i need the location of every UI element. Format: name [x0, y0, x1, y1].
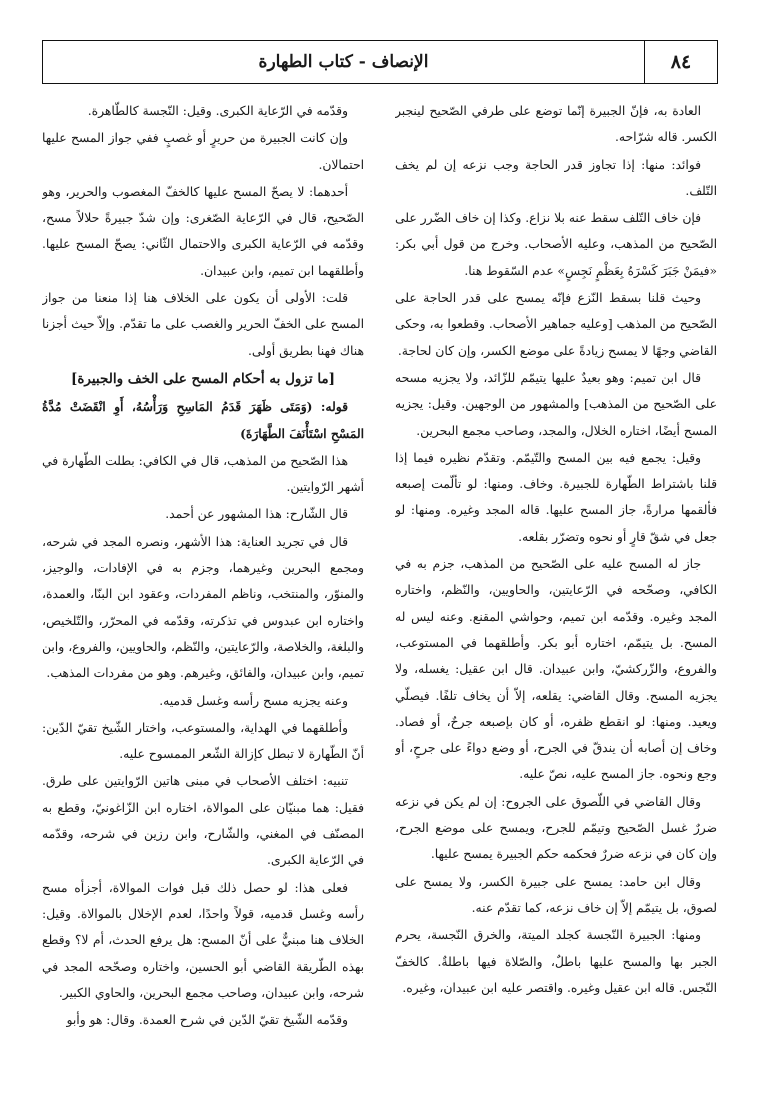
quoted-text: قوله: (وَمَتَى ظَهَرَ قَدَمُ المَاسِحِ وَرَأْسُهُ، أَوِ انْقَضَتْ مُدَّةُ المَسْحِ اسْتَأْنَفَ الطَّهَارَةَ) [42, 399, 364, 441]
paragraph: وقال القاضي في اللّصوق على الجروح: إن لم يكن في نزعه ضررٌ غسل الصّحيح وتيمّم للجرح، ويمسح على موضع الجرح، وإن كان في نزعه ضررٌ فحكمه حكم الجبيرة يمسح عليها. [395, 794, 717, 862]
page-number: ٨٤ [644, 41, 717, 83]
paragraph: قلت: الأولى أن يكون على الخلاف هنا إذا منعنا من جواز المسح على الخفّ الحرير والغصب على ما تقدّم. وإلاّ حيث أجزنا هناك فهنا بطريق أولى. [42, 291, 364, 358]
paragraph: وحيث قلنا بسقط النّزع فإنّه يمسح على قدر الحاجة على الصّحيح من المذهب [وعليه جماهير الأصحاب. وقطعوا به، وحكى القاضي وجهًا لا يمسح زيادةً على موضع الكسر، وإن كان لحاجة. [395, 291, 717, 358]
paragraph: وقال ابن حامد: يمسح على جبيرة الكسر، ولا يمسح على لصوق، بل يتيمّم إلاّ إن خاف نزعه، كما تقدّم عنه. [395, 874, 717, 915]
paragraph: وعنه يجزيه مسح رأسه وغسل قدميه. [159, 693, 348, 708]
left-column [42, 98, 364, 1088]
page-header [42, 40, 718, 84]
paragraph: قال الشّارح: هذا المشهور عن أحمد. [165, 507, 348, 522]
paragraph: قال ابن تميم: وهو بعيدٌ عليها يتيمّم للزّائد، ولا يجزيه مسحه على الصّحيح من المذهب] والمشهور من الوجهين. وقيل: يجزيه المسح أيضًا، اختاره الخلال، والمجد، وصاحب مجمع البحرين. [395, 370, 717, 438]
paragraph: فعلى هذا: لو حصل ذلك قبل فوات الموالاة، أجزأه مسح رأسه وغسل قدميه، قولاً واحدًا، لعدم الإخلال بالموالاة. وقيل: الخلاف هنا مبنيٌّ على أنّ المسح: هل يرفع الحدث، أم لا؟ وقطع بهذه الطّريقة القاضي أبو الحسين، واختاره وصحّحه المجد في شرحه، وابن عبيدان، وصاحب مجمع البحرين، والحاوي الكبير. [42, 880, 364, 1000]
running-title: الإنصاف - كتاب الطهارة [258, 52, 429, 72]
paragraph: وأطلقهما في الهداية، والمستوعب، واختار الشّيخ تقيّ الدّين: أنّ الطّهارة لا تبطل كإزالة الشّعر الممسوح عليه. [42, 720, 364, 762]
paragraph: وإن كانت الجبيرة من حريرٍ أو غصبٍ ففي جواز المسح عليها احتمالان. [42, 131, 364, 172]
paragraph: هذا الصّحيح من المذهب، قال في الكافي: بطلت الطّهارة في أشهر الرّوايتين. [42, 453, 364, 495]
paragraph: فإن خاف التّلف سقط عنه بلا نزاع. وكذا إن خاف الضّرر على الصّحيح من المذهب، وعليه الأصحاب. وخرج من قول أبي بكر: «فيمَنْ جَبَرَ كَسْرَهُ بِعَظْمٍ نَجِسٍ» عدم السّقوط هنا. [395, 211, 717, 278]
paragraph: فوائد: منها: إذا تجاوز قدر الحاجة وجب نزعه إن لم يخف التّلف. [395, 157, 717, 198]
section-heading: [ما تزول به أحكام المسح على الخف والجبيرة] [70, 370, 336, 387]
paragraph: أحدهما: لا يصحّ المسح عليها كالخفّ المغصوب والحرير، وهو الصّحيح، قال في الرّعاية الصّغرى: وإن شدّ جبيرةً حلالاً مسح، وقدّمه في الرّعاية الكبرى والاحتمال الثّاني: يصحّ المسح عليها. وأطلقهما ابن تميم، وابن عبيدان. [42, 184, 364, 278]
paragraph: قال في تجريد العناية: هذا الأشهر، ونصره المجد في شرحه، ومجمع البحرين وغيرهما، وجزم به في الإفادات، والوجيز، والمنوّر، والمنتخب، وناظم المفردات، وعقود ابن البنّا، والعمدة، واختاره ابن عبدوس في تذكرته، وقدّمه في المحرّر، والتّلخيص، والبلغة، والخلاصة، والرّعايتين، والنّظم، والحاويين، والفروع، وابن تميم، وابن عبيدان، والفائق، وغيرهم. وهو من مفردات المذهب. [42, 534, 364, 681]
paragraph: وقيل: يجمع فيه بين المسح والتّيمّم. وتقدّم نظيره فيما إذا قلنا باشتراط الطّهارة للجبيرة. وخاف. ومنها: لو تألّمت إصبعه فألقمها مرارةً، جاز المسح عليها. قاله المجد وغيره. ومنها: لو جعل في شقّ قارٍ أو نحوه وتضرّر بقلعه. [395, 450, 717, 544]
right-column [395, 98, 717, 1088]
paragraph: وقدّمه في الرّعاية الكبرى. وقيل: النّجسة كالطّاهرة. [87, 104, 348, 118]
paragraph: تنبيه: اختلف الأصحاب في مبنى هاتين الرّوايتين على طرق. فقيل: هما مبنيّان على الموالاة، اختاره ابن الزّاغونيّ، وقطع به المصنّف في المغني، والشّارح، وابن رزين في شرحه، وقدّمه في الرّعاية الكبرى. [42, 774, 364, 868]
paragraph: ومنها: الجبيرة النّجسة كجلد الميتة، والخرق النّجسة، يحرم الجبر بها والمسح عليها باطلٌ، والصّلاة فيها باطلةٌ. كالخفّ النّجس. قاله ابن عقيل وغيره. واقتصر عليه ابن عبيدان، وغيره. [395, 928, 717, 995]
paragraph: وقدّمه الشّيخ تقيّ الدّين في شرح العمدة. وقال: هو وأبو [66, 1013, 348, 1028]
paragraph: جاز له المسح عليه على الصّحيح من المذهب، جزم به في الكافي، وصحّحه في الرّعايتين، والحاويين، والنّظم، واختاره المجد وغيره. وقدّمه ابن تميم، وحواشي المقنع. وعنه ليس له المسح. بل يتيمّم، اختاره أبو بكر. وأطلقهما في المستوعب، والفروع، والزّركشيّ، وابن عبيدان. قال ابن عقيل: يغسله، ولا يجزيه المسح. وقال القاضي: يقلعه، إلاّ أن يخاف تلفًا. فيصلّي ويعيد. ومنها: لو انقطع ظفره، أو كان بإصبعه جرحٌ، أو فصاد. وخاف إن أصابه أن يندقّ في الجرح، أو وضع دواءً على جرحٍ، أو وجع ونحوه. جاز المسح عليه، نصّ عليه. [395, 557, 717, 782]
paragraph: العادة به، فإنّ الجبيرة إنّما توضع على طرفي الصّحيح لينجبر الكسر. قاله شرّاحه. [395, 104, 717, 145]
